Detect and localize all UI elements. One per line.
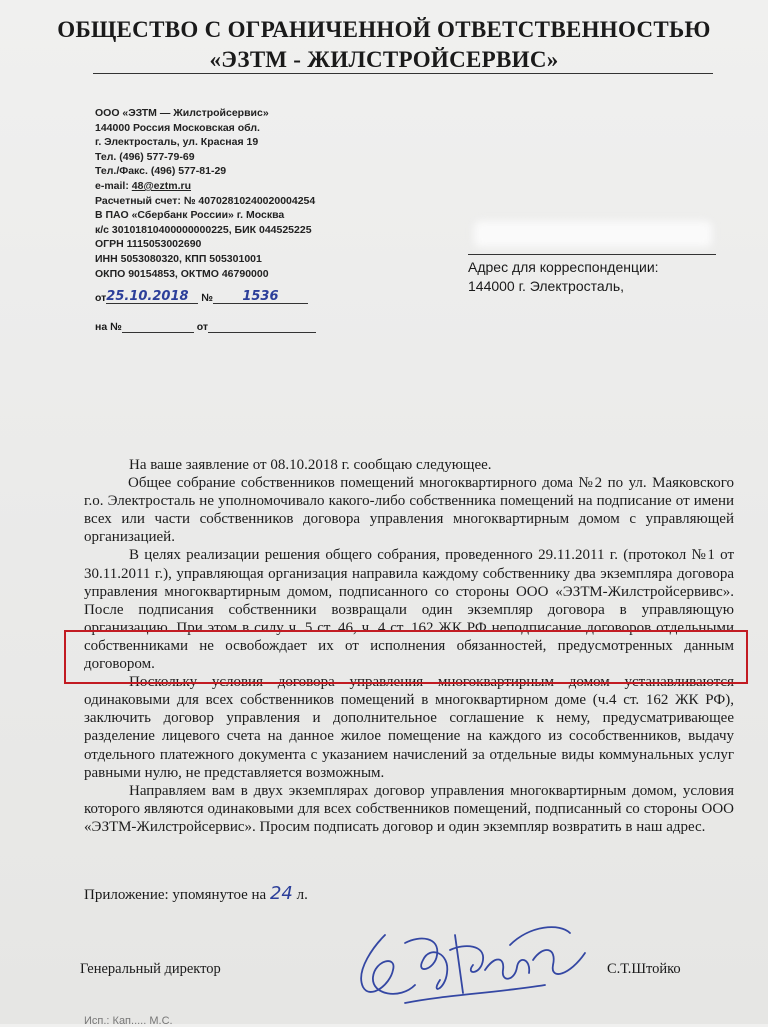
executor-line-partial: Исп.: Кап..... М.С. <box>84 1015 173 1027</box>
recipient-address <box>468 258 659 296</box>
outgoing-num-label: № <box>201 292 213 304</box>
appendix-pages: 24 <box>269 883 293 904</box>
requisite-line: г. Электросталь, ул. Красная 19 <box>95 136 259 149</box>
paragraph-part: В целях реализации решения общего собрания, проведенного 29.11.2011 г. (протокол №1 от 30.11.2011 г.), управляющая организация направила каждому собственнику два экземпляра договора управления многоквартирным домом, подписанного со стороны ООО «ЭЗТМ-Жилстройсервивс». После подписания собственники возвращали один экземпляр договора в управляющую организацию. <box>84 547 734 636</box>
signatory-name: С.Т.Штойко <box>607 961 681 977</box>
requisite-line: к/с 30101810400000000225, БИК 044525225 <box>95 223 312 236</box>
outgoing-date: 25.10.2018 <box>106 289 189 304</box>
paragraph: Поскольку условия договора управления многоквартирным домом устанавливаются одинаковыми для всех собственников помещений в многоквартирном доме (ч.4 ст. 162 ЖК РФ), заключить договор управления и дополнительное соглашение к нему, предусматривающее разделение лицевого счета на данное жилое помещение на каждого из сособственников, выдачу отдельного платежного документа с указанием начислений за отдельные виды коммунальных услуг равными нулю, не представляется возможным. <box>84 674 734 781</box>
requisite-line: В ПАО «Сбербанк России» г. Москва <box>95 209 285 222</box>
redacted-recipient <box>474 221 712 247</box>
requisite-line: Тел. (496) 577-79-69 <box>95 150 195 163</box>
org-name-line1: ОБЩЕСТВО С ОГРАНИЧЕННОЙ ОТВЕТСТВЕННОСТЬЮ <box>57 17 711 42</box>
paragraph: Общее собрание собственников помещений многоквартирного дома №2 по ул. Маяковского г.о. Электросталь не уполномочивало какого-либо собственника помещений на подписание от имени всех или части собственников договора управления многоквартирным домом с управляющей организацией. <box>84 475 734 546</box>
signatory-title: Генеральный директор <box>80 961 221 977</box>
recipient-line: 144000 г. Электросталь, <box>468 278 624 294</box>
requisite-line: ООО «ЭЗТМ — Жилстройсервис» <box>95 107 269 119</box>
incoming-ref <box>95 320 316 333</box>
paragraph: Направляем вам в двух экземплярах договор управления многоквартирным домом, условия которого являются одинаковыми для всех собственников помещений, подписанный со стороны ООО «ЭЗТМ-Жилстройсервис». Просим подписать договор и один экземпляр возвратить в наш адрес. <box>84 782 734 835</box>
email-line <box>95 179 315 194</box>
appendix-prefix: Приложение: упомянутое на <box>84 887 267 903</box>
email-label: e-mail: <box>95 179 129 192</box>
requisite-line: ИНН 5053080320, КПП 505301001 <box>95 252 262 265</box>
outgoing-date-number <box>95 289 308 304</box>
outgoing-number: 1536 <box>242 289 279 304</box>
appendix-suffix: л. <box>296 887 308 903</box>
email-link[interactable]: 48@eztm.ru <box>131 179 192 192</box>
recipient-rule <box>468 254 716 255</box>
header-rule <box>93 73 713 74</box>
paragraph: На ваше заявление от 08.10.2018 г. сообщаю следующее. <box>129 457 492 473</box>
requisite-line: Тел./Факс. (496) 577-81-29 <box>95 165 227 178</box>
requisite-line: 144000 Россия Московская обл. <box>95 121 260 134</box>
red-highlight-box <box>64 630 748 684</box>
org-name-line2: «ЭЗТМ - ЖИЛСТРОЙСЕРВИС» <box>209 47 559 72</box>
appendix-line <box>84 883 308 904</box>
incoming-num-label: на № <box>95 321 122 333</box>
outgoing-prefix: от <box>95 292 107 304</box>
requisite-line: ОКПО 90154853, ОКТМО 46790000 <box>95 267 269 280</box>
handwritten-signature <box>345 915 595 1015</box>
incoming-date-label: от <box>196 321 209 333</box>
requisite-line: Расчетный счет: № 40702810240020004254 <box>95 194 316 207</box>
recipient-line: Адрес для корреспонденции: <box>468 259 659 275</box>
sender-requisites <box>95 106 315 281</box>
requisite-line: ОГРН 1115053002690 <box>95 238 202 251</box>
highlighted-text: При этом в силу ч. 5 ст. 46, ч. 4 ст. 162 ЖК РФ неподписание договоров отдельными собственниками не освобождает их от исполнения обязанностей, предусмотренных данным договором. <box>84 619 735 673</box>
